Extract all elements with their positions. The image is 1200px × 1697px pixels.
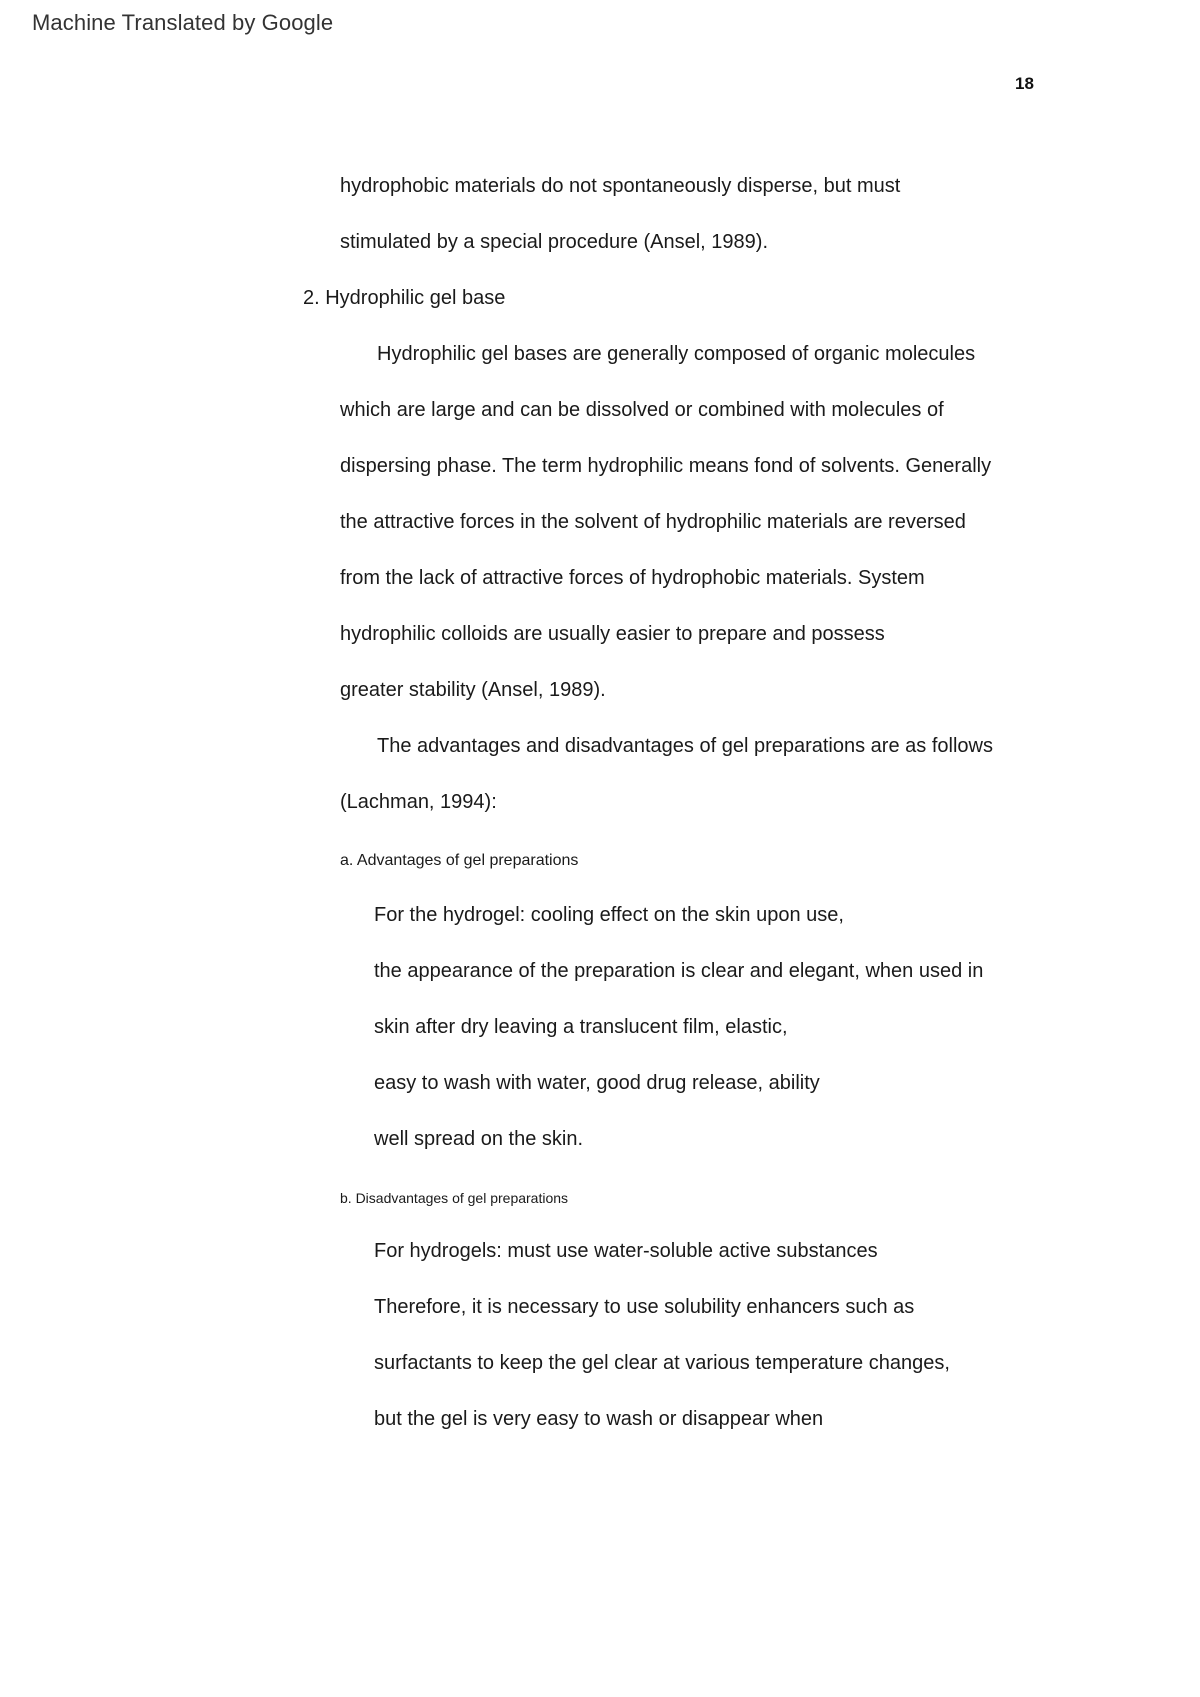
body-line: well spread on the skin. — [374, 1128, 584, 1150]
subsection-heading: b. Disadvantages of gel preparations — [340, 1190, 569, 1206]
body-line: skin after dry leaving a translucent film, elastic, — [374, 1016, 788, 1038]
body-line: dispersing phase. The term hydrophilic means fond of solvents. Generally — [340, 455, 992, 477]
body-line: (Lachman, 1994): — [340, 791, 497, 813]
page-number: 18 — [1015, 74, 1034, 93]
body-line: stimulated by a special procedure (Ansel, 1989). — [340, 231, 769, 253]
body-line: which are large and can be dissolved or combined with molecules of — [340, 399, 944, 421]
body-line: Therefore, it is necessary to use solubility enhancers such as — [374, 1296, 915, 1318]
body-line: hydrophilic colloids are usually easier to prepare and possess — [340, 623, 885, 645]
body-line: greater stability (Ansel, 1989). — [340, 679, 606, 701]
section-heading: 2. Hydrophilic gel base — [303, 287, 506, 309]
body-line: For the hydrogel: cooling effect on the skin upon use, — [374, 904, 844, 926]
body-line: Hydrophilic gel bases are generally composed of organic molecules — [377, 343, 976, 365]
body-line: hydrophobic materials do not spontaneously disperse, but must — [340, 175, 901, 197]
body-line: the appearance of the preparation is clear and elegant, when used in — [374, 960, 984, 982]
body-line: The advantages and disadvantages of gel preparations are as follows — [377, 735, 993, 757]
body-line: but the gel is very easy to wash or disappear when — [374, 1408, 824, 1430]
body-line: surfactants to keep the gel clear at various temperature changes, — [374, 1352, 950, 1374]
subsection-heading: a. Advantages of gel preparations — [340, 852, 579, 869]
body-line: easy to wash with water, good drug release, ability — [374, 1072, 820, 1094]
body-line: the attractive forces in the solvent of hydrophilic materials are reversed — [340, 511, 966, 533]
machine-translation-banner: Machine Translated by Google — [32, 10, 334, 35]
body-line: from the lack of attractive forces of hydrophobic materials. System — [340, 567, 925, 589]
body-line: For hydrogels: must use water-soluble active substances — [374, 1240, 878, 1262]
